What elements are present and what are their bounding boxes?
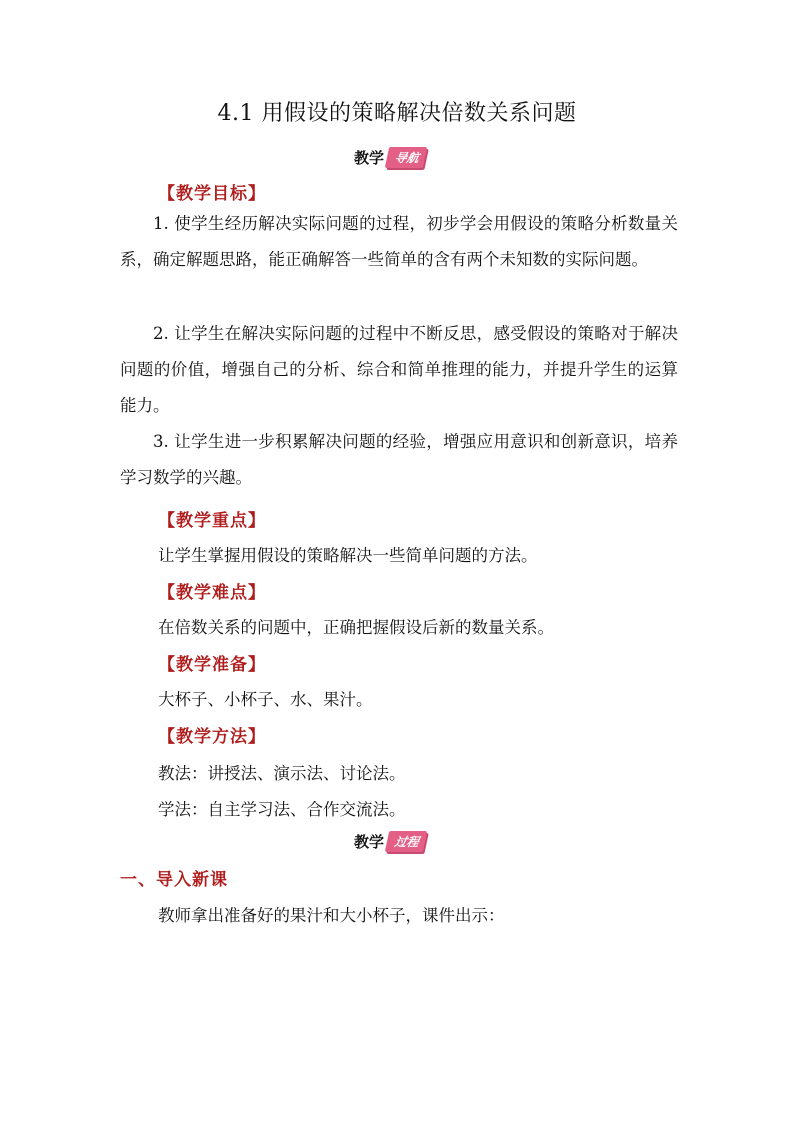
- difficulties-text: 在倍数关系的问题中，正确把握假设后新的数量关系。: [158, 618, 554, 637]
- objective-item-2: 2. 让学生在解决实际问题的过程中不断反思，感受假设的策略对于解决问题的价值，增强自己的分析、综合和简单推理的能力，并提升学生的运算能力。: [120, 324, 678, 415]
- difficulties-heading: 【教学难点】: [158, 583, 266, 603]
- badge-left-text: 教学: [354, 148, 385, 167]
- objectives-heading: 【教学目标】: [158, 184, 266, 204]
- badge-left-text: 教学: [354, 832, 385, 851]
- teaching-navigation-badge: [354, 146, 425, 168]
- intro-heading: 一、导入新课: [120, 870, 228, 890]
- badge-right-text: 过程: [385, 831, 427, 852]
- objective-item-1: 1. 使学生经历解决实际问题的过程，初步学会用假设的策略分析数量关系，确定解题思路，能正确解答一些简单的含有两个未知数的实际问题。: [120, 214, 678, 269]
- teaching-method-text: 教法：讲授法、演示法、讨论法。: [158, 764, 406, 783]
- page-title: 4.1 用假设的策略解决倍数关系问题: [217, 101, 577, 126]
- intro-text: 教师拿出准备好的果汁和大小杯子，课件出示：: [158, 906, 505, 925]
- key-points-text: 让学生掌握用假设的策略解决一些简单问题的方法。: [158, 546, 538, 565]
- badge-right-text: 导航: [385, 147, 427, 168]
- methods-heading: 【教学方法】: [158, 727, 266, 747]
- objective-item-3: 3. 让学生进一步积累解决问题的经验，增强应用意识和创新意识，培养学习数学的兴趣。: [120, 432, 678, 487]
- key-points-heading: 【教学重点】: [158, 511, 266, 531]
- teaching-process-badge: [354, 830, 425, 852]
- learning-method-text: 学法：自主学习法、合作交流法。: [158, 800, 406, 819]
- preparation-heading: 【教学准备】: [158, 655, 266, 675]
- preparation-text: 大杯子、小杯子、水、果汁。: [158, 690, 373, 709]
